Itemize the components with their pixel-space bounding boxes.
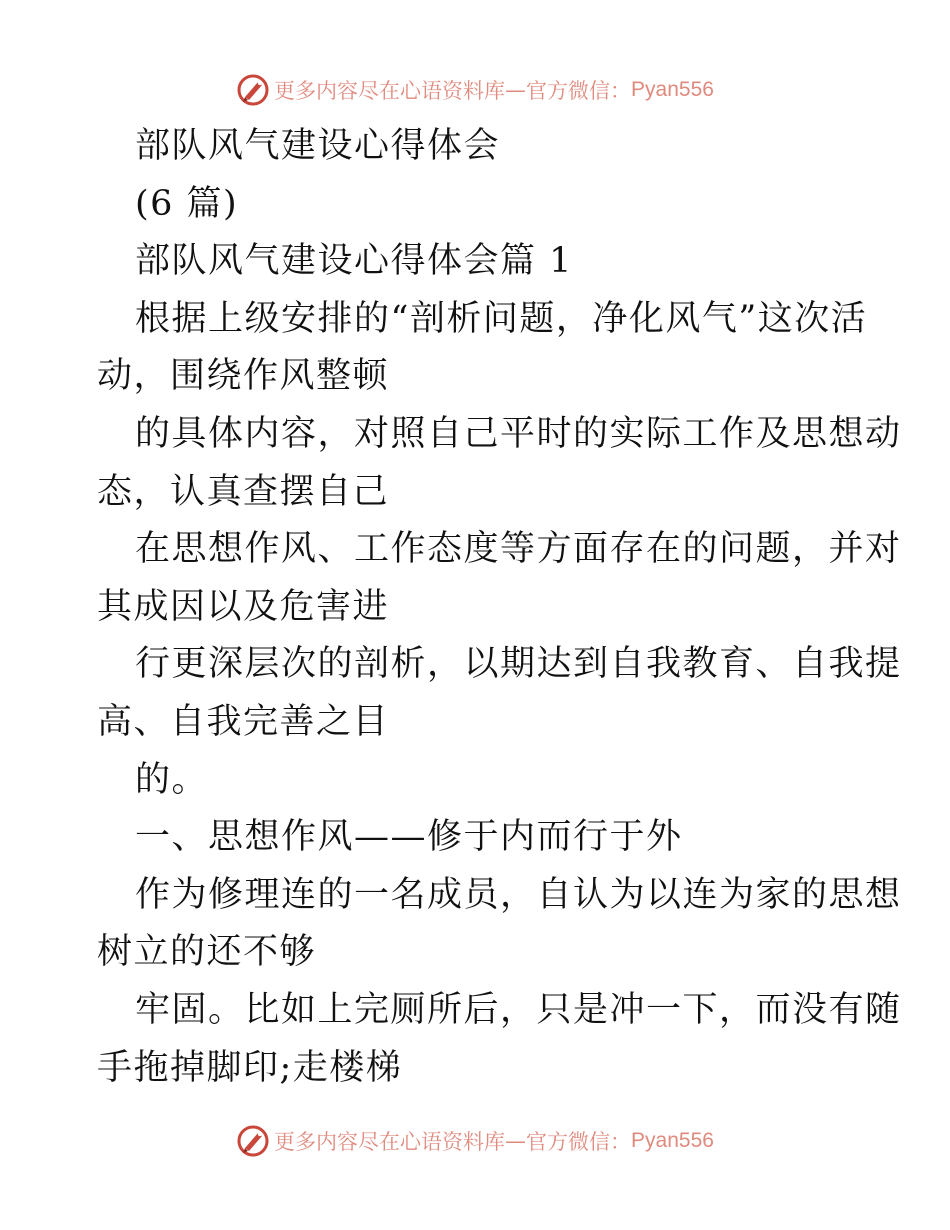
banner-wechat-label: 官方微信： (526, 79, 632, 103)
text-line: 动，围绕作风整顿 (97, 356, 390, 397)
text-line: 行更深层次的剖析，以期达到自我教育、自我提 (135, 644, 902, 685)
header-watermark-banner (0, 70, 950, 110)
text-line: 高、自我完善之目 (97, 701, 390, 742)
banner-dash: — (505, 1129, 527, 1153)
pen-logo-icon (236, 1124, 270, 1158)
banner-dash: — (505, 78, 527, 102)
banner-wechat-id: Pyan556 (631, 1129, 714, 1152)
text-line: 态，认真查摆自己 (97, 471, 390, 512)
banner-wechat-label: 官方微信： (526, 1130, 632, 1154)
pen-logo-icon (236, 73, 270, 107)
text-line: 牢固。比如上完厕所后，只是冲一下，而没有随 (135, 989, 902, 1030)
text-line: 部队风气建设心得体会 (135, 126, 501, 166)
text-line: 的。 (135, 759, 209, 800)
text-line: 其成因以及危害进 (97, 586, 390, 627)
text-line: 部队风气建设心得体会篇 1 (135, 241, 573, 282)
text-line: 根据上级安排的“剖析问题，净化风气”这次活 (135, 298, 868, 339)
text-line: 树立的还不够 (97, 932, 317, 973)
banner-text: 更多内容尽在心语资料库 (274, 79, 506, 103)
text-line: 手拖掉脚印;走楼梯 (97, 1047, 403, 1088)
document-body (97, 118, 902, 1097)
text-line: 在思想作风、工作态度等方面存在的问题，并对 (135, 529, 902, 570)
text-line: (6 篇) (135, 183, 239, 224)
text-line: 一、思想作风——修于内而行于外 (135, 817, 683, 858)
text-line: 的具体内容，对照自己平时的实际工作及思想动 (135, 413, 902, 454)
banner-wechat-id: Pyan556 (631, 78, 714, 101)
footer-watermark-banner (0, 1121, 950, 1161)
banner-text: 更多内容尽在心语资料库 (274, 1130, 506, 1154)
text-line: 作为修理连的一名成员，自认为以连为家的思想 (135, 874, 902, 915)
